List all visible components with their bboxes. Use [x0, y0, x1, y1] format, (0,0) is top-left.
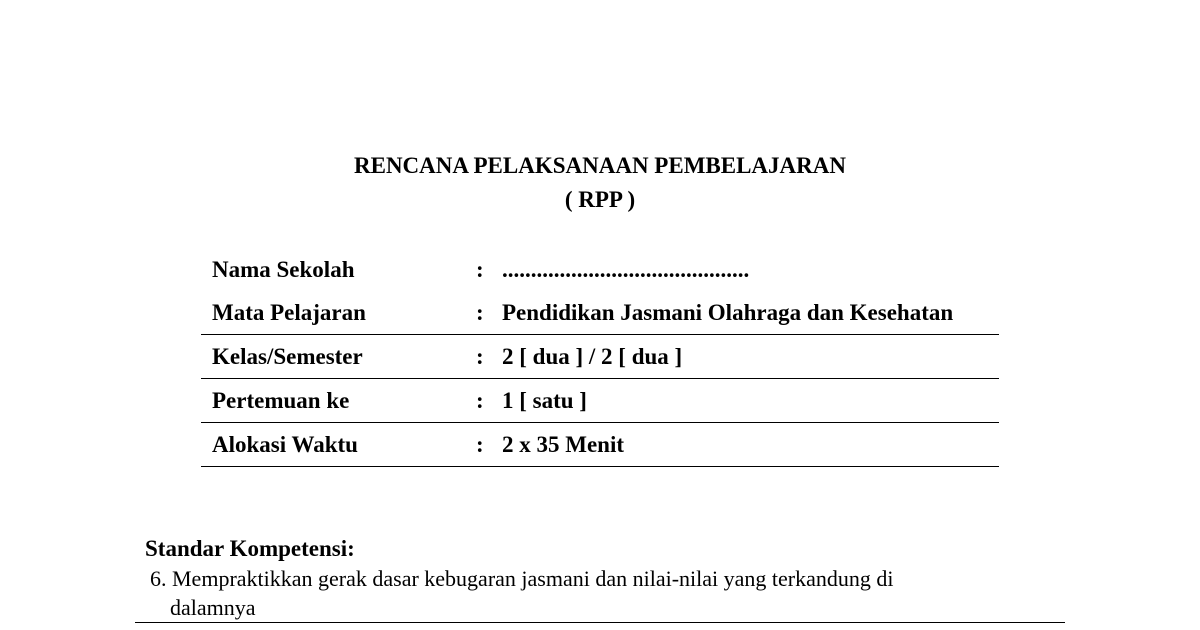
field-value-pertemuan: 1 [ satu ] [496, 379, 999, 423]
table-row [201, 291, 999, 335]
field-label-pertemuan: Pertemuan ke [201, 379, 476, 423]
field-label-mata-pelajaran: Mata Pelajaran [201, 291, 476, 335]
table-row [201, 335, 999, 379]
competency-item-line: dalamnya [170, 595, 256, 620]
field-value-alokasi-waktu: 2 x 35 Menit [496, 423, 999, 467]
field-label-nama-sekolah: Nama Sekolah [212, 256, 355, 282]
field-value-nama-sekolah: ........................................... [502, 256, 750, 282]
identity-table [201, 248, 999, 467]
field-colon: : [476, 335, 496, 379]
field-colon: : [476, 256, 484, 282]
document-title: RENCANA PELAKSANAAN PEMBELAJARAN [354, 153, 846, 178]
section-divider [135, 622, 1065, 623]
field-value-kelas-semester: 2 [ dua ] / 2 [ dua ] [496, 335, 999, 379]
competency-item-line: 6. Mempraktikkan gerak dasar kebugaran jasmani dan nilai-nilai yang terkandung di [150, 566, 894, 591]
document-subtitle: ( RPP ) [564, 187, 636, 212]
table-row [201, 423, 999, 467]
field-colon: : [476, 291, 496, 335]
field-label-alokasi-waktu: Alokasi Waktu [201, 423, 476, 467]
field-label-kelas-semester: Kelas/Semester [201, 335, 476, 379]
table-row [201, 248, 999, 291]
field-colon: : [476, 379, 496, 423]
section-heading-standar-kompetensi: Standar Kompetensi: [145, 536, 355, 561]
table-row [201, 379, 999, 423]
field-value-mata-pelajaran: Pendidikan Jasmani Olahraga dan Kesehatan [496, 291, 999, 335]
field-colon: : [476, 423, 496, 467]
